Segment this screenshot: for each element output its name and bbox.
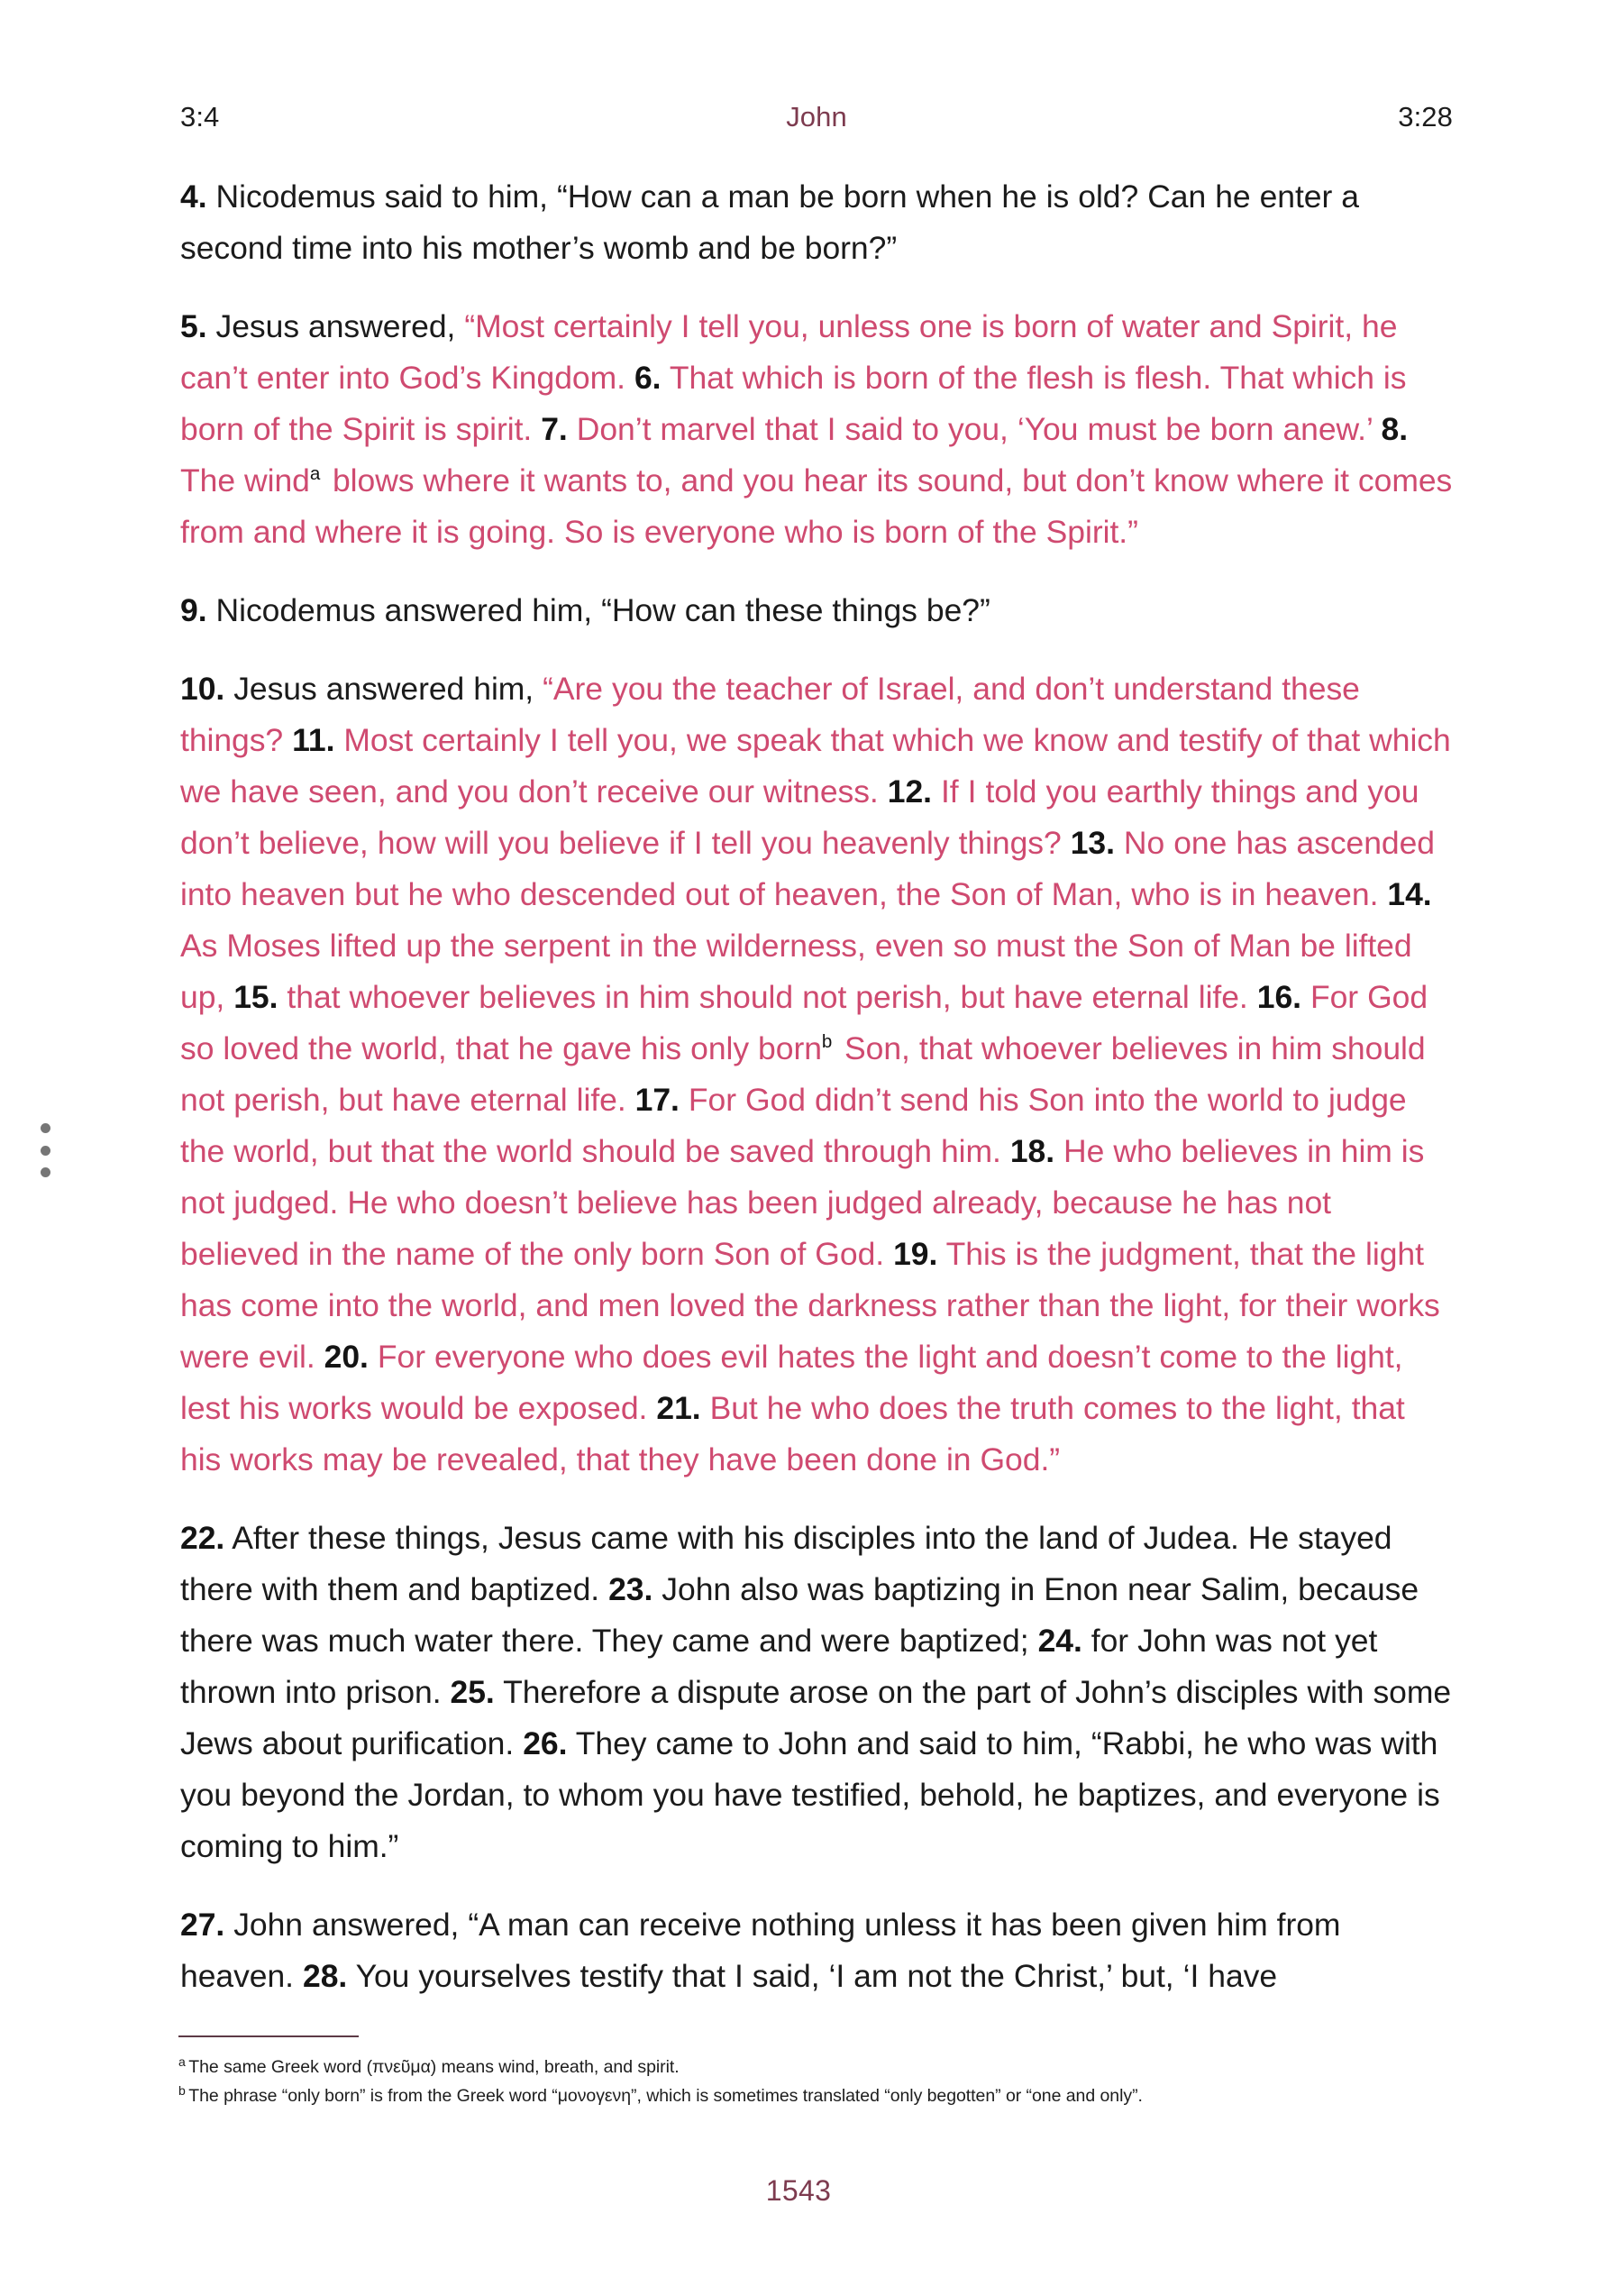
verse-paragraph bbox=[180, 1899, 1453, 2002]
verse-text: Therefore a dispute arose on the part of John’s disciples with some Jews about purification. bbox=[180, 1674, 1452, 1761]
words-of-jesus: If I told you earthly things and you don’t believe, how will you believe if I tell you heavenly things? bbox=[180, 773, 1419, 861]
footnote-marker[interactable]: a bbox=[309, 463, 321, 485]
words-of-jesus: that whoever believes in him should not perish, but have eternal life. bbox=[278, 979, 1257, 1015]
verse-number[interactable]: 10. bbox=[180, 671, 225, 707]
dot-icon bbox=[41, 1146, 50, 1156]
verse-number[interactable]: 13. bbox=[1070, 825, 1115, 861]
verse-number[interactable]: 6. bbox=[634, 360, 662, 396]
verse-number[interactable]: 5. bbox=[180, 308, 207, 344]
footnote-text: The same Greek word (πνεῦμα) means wind, breath, and spirit. bbox=[188, 2057, 680, 2077]
verse-number[interactable]: 11. bbox=[292, 722, 335, 758]
verse-number[interactable]: 7. bbox=[541, 411, 568, 447]
footnote-block bbox=[178, 2035, 1458, 2110]
footnote-line bbox=[178, 2053, 1458, 2081]
running-header bbox=[180, 101, 1453, 142]
verse-number[interactable]: 4. bbox=[180, 178, 207, 215]
verse-text: Jesus answered, bbox=[206, 308, 465, 344]
scripture-text-column bbox=[180, 171, 1453, 2002]
words-of-jesus: But he who does the truth comes to the light, that his works may be revealed, that they have been done in God.” bbox=[180, 1390, 1405, 1477]
dot-icon bbox=[41, 1123, 50, 1133]
dot-icon bbox=[41, 1167, 50, 1177]
verse-number[interactable]: 17. bbox=[634, 1082, 680, 1118]
header-right-reference: 3:28 bbox=[1398, 101, 1453, 133]
verse-paragraph bbox=[180, 663, 1453, 1486]
verse-number[interactable]: 27. bbox=[180, 1907, 225, 1943]
verse-paragraph bbox=[180, 1513, 1453, 1872]
words-of-jesus: For everyone who does evil hates the light and doesn’t come to the light, lest his works would be exposed. bbox=[180, 1339, 1403, 1426]
words-of-jesus: For God so loved the world, that he gave his only born bbox=[180, 979, 1428, 1066]
verse-number[interactable]: 14. bbox=[1387, 876, 1432, 912]
verse-number[interactable]: 9. bbox=[180, 592, 207, 628]
verse-text: for John was not yet thrown into prison. bbox=[180, 1623, 1378, 1710]
three-dot-handle[interactable] bbox=[40, 1123, 50, 1177]
verse-number[interactable]: 21. bbox=[656, 1390, 701, 1426]
verse-text: After these things, Jesus came with his disciples into the land of Judea. He stayed there with them and baptized. bbox=[180, 1520, 1392, 1607]
words-of-jesus: He who believes in him is not judged. He who doesn’t believe has been judged already, because he has not believed in the name of the only born Son of God. bbox=[180, 1133, 1425, 1272]
footnote-line bbox=[178, 2081, 1458, 2110]
verse-paragraph bbox=[180, 585, 1453, 636]
verse-number[interactable]: 15. bbox=[233, 979, 278, 1015]
verse-number[interactable]: 23. bbox=[608, 1571, 653, 1607]
words-of-jesus: That which is born of the flesh is flesh. That which is born of the Spirit is spirit. bbox=[180, 360, 1407, 447]
verse-text: You yourselves testify that I said, ‘I am not the Christ,’ but, ‘I have bbox=[347, 1958, 1278, 1994]
words-of-jesus: blows where it wants to, and you hear its sound, but don’t know where it comes from and where it is going. So is everyone who is born of the Spirit.” bbox=[180, 462, 1453, 550]
words-of-jesus: Son, that whoever believes in him should not perish, but have eternal life. bbox=[180, 1030, 1426, 1118]
verse-number[interactable]: 18. bbox=[1009, 1133, 1055, 1169]
verse-text: John answered, “A man can receive nothing unless it has been given him from heaven. bbox=[180, 1907, 1341, 1994]
words-of-jesus: Don’t marvel that I said to you, ‘You must be born anew.’ bbox=[567, 411, 1382, 447]
footnote-separator-rule bbox=[178, 2035, 359, 2037]
words-of-jesus: “Are you the teacher of Israel, and don’t understand these things? bbox=[180, 671, 1360, 758]
verse-text: Nicodemus answered him, “How can these things be?” bbox=[206, 592, 990, 628]
footnote-marker[interactable]: b bbox=[821, 1031, 833, 1053]
verse-number[interactable]: 22. bbox=[180, 1520, 225, 1556]
verse-number[interactable]: 12. bbox=[887, 773, 932, 810]
verse-number[interactable]: 16. bbox=[1256, 979, 1301, 1015]
verse-number[interactable]: 24. bbox=[1037, 1623, 1082, 1659]
verse-number[interactable]: 25. bbox=[450, 1674, 495, 1710]
verse-paragraph bbox=[180, 171, 1453, 274]
verse-text: Nicodemus said to him, “How can a man be born when he is old? Can he enter a second time into his mother’s womb and be born?” bbox=[180, 178, 1359, 266]
verse-number[interactable]: 20. bbox=[324, 1339, 369, 1375]
header-book-title: John bbox=[786, 101, 847, 133]
verse-paragraph bbox=[180, 301, 1453, 558]
words-of-jesus: Most certainly I tell you, we speak that which we know and testify of that which we have seen, and you don’t receive our witness. bbox=[180, 722, 1451, 810]
verse-number[interactable]: 8. bbox=[1381, 411, 1409, 447]
verse-text: They came to John and said to him, “Rabbi, he who was with you beyond the Jordan, to whom you have testified, behold, he baptizes, and everyone is coming to him.” bbox=[180, 1725, 1440, 1864]
footnote-marker-label: b bbox=[178, 2082, 186, 2098]
words-of-jesus: For God didn’t send his Son into the world to judge the world, but that the world should be saved through him. bbox=[180, 1082, 1407, 1169]
page-number: 1543 bbox=[765, 2174, 832, 2207]
header-left-reference: 3:4 bbox=[180, 101, 220, 133]
words-of-jesus: No one has ascended into heaven but he who descended out of heaven, the Son of Man, who is in heaven. bbox=[180, 825, 1435, 912]
words-of-jesus: As Moses lifted up the serpent in the wilderness, even so must the Son of Man be lifted up, bbox=[180, 928, 1412, 1015]
verse-number[interactable]: 19. bbox=[893, 1236, 938, 1272]
footnote-text: The phrase “only born” is from the Greek word “μονογενη”, which is sometimes translated “only begotten” or “one and only”. bbox=[188, 2086, 1143, 2106]
words-of-jesus: This is the judgment, that the light has come into the world, and men loved the darkness rather than the light, for their works were evil. bbox=[180, 1236, 1440, 1375]
words-of-jesus: The wind bbox=[180, 462, 310, 499]
words-of-jesus: “Most certainly I tell you, unless one is born of water and Spirit, he can’t enter into God’s Kingdom. bbox=[180, 308, 1398, 396]
verse-number[interactable]: 28. bbox=[303, 1958, 348, 1994]
verse-text: John also was baptizing in Enon near Salim, because there was much water there. They came and were baptized; bbox=[180, 1571, 1419, 1659]
verse-text: Jesus answered him, bbox=[224, 671, 543, 707]
footnote-marker-label: a bbox=[178, 2054, 186, 2069]
verse-number[interactable]: 26. bbox=[523, 1725, 568, 1761]
